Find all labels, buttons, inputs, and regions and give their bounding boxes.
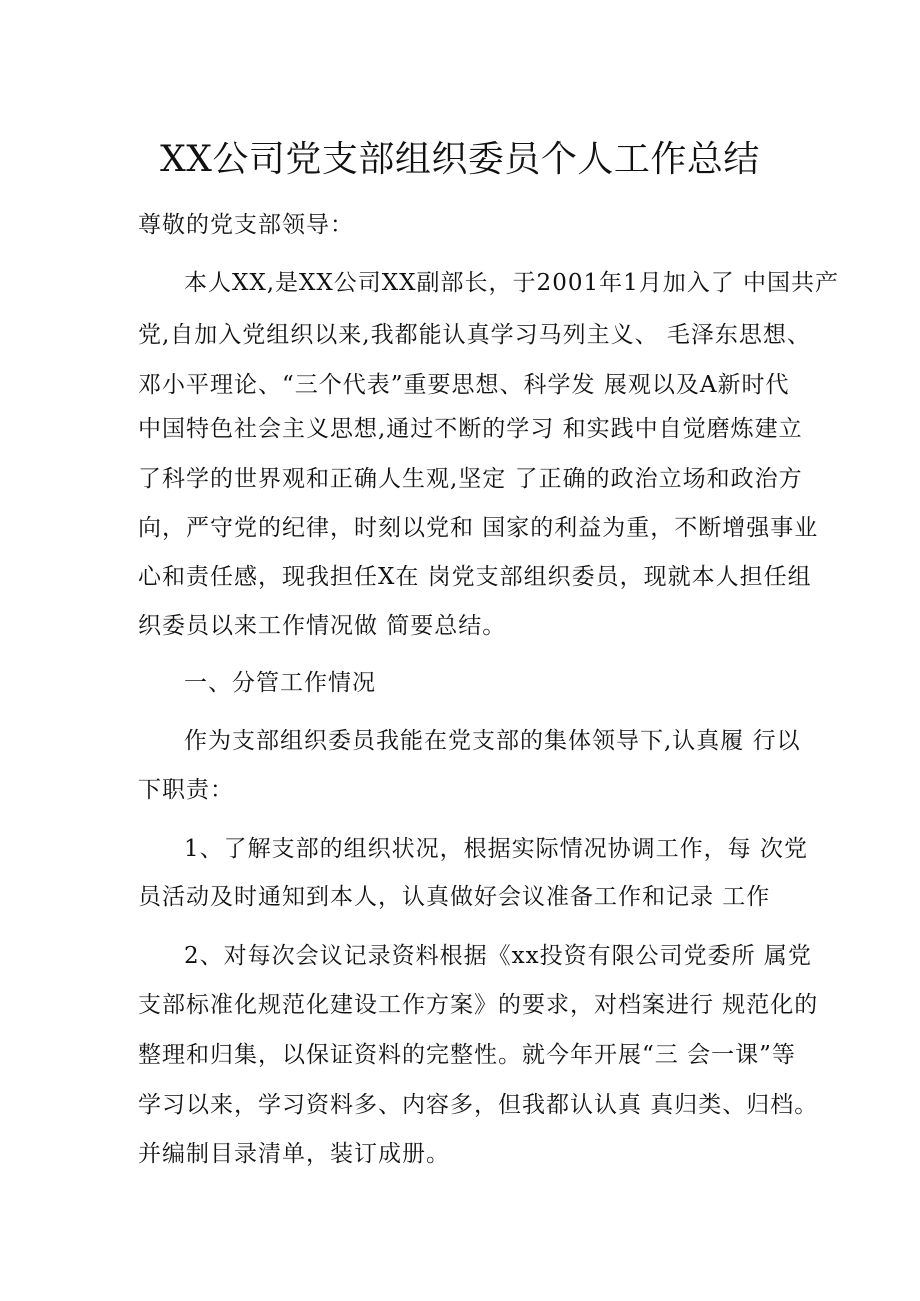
paragraph-1-line-5: 了科学的世界观和正确人生观,坚定 了正确的政治立场和政治方 [138, 466, 803, 492]
item-2-line-5: 并编制目录清单，装订成册。 [138, 1141, 450, 1167]
item-2-line-3: 整理和归集，以保证资料的完整性。就今年开展“三 会一课”等 [138, 1042, 796, 1068]
item-1-line-2: 员活动及时通知到本人，认真做好会议准备工作和记录 工作 [138, 884, 771, 910]
item-1-line-1: 1、了解支部的组织状况，根据实际情况协调工作，每 次党 [184, 836, 808, 862]
paragraph-2-line-2: 下职责： [138, 777, 234, 803]
salutation: 尊敬的党支部领导： [138, 212, 354, 238]
paragraph-2-line-1: 作为支部组织委员我能在党支部的集体领导下,认真履 行以 [184, 728, 801, 754]
paragraph-1-line-6: 向，严守党的纪律，时刻以党和 国家的利益为重，不断增强事业 [138, 515, 819, 541]
section-1-heading: 一、分管工作情况 [184, 670, 376, 696]
paragraph-1-line-1: 本人XX,是XX公司XX副部长，于2001年1月加入了 中国共产 [184, 270, 840, 296]
document-title: XX公司党支部组织委员个人工作总结 [160, 139, 760, 180]
item-2-line-2: 支部标准化规范化建设工作方案》的要求，对档案进行 规范化的 [138, 992, 819, 1018]
paragraph-1-line-2: 党,自加入党组织以来,我都能认真学习马列主义、 毛泽东思想、 [138, 322, 811, 348]
paragraph-1-line-7: 心和责任感，现我担任X在 岗党支部组织委员，现就本人担任组 [138, 564, 812, 590]
item-2-line-1: 2、对每次会议记录资料根据《xx投资有限公司党委所 属党 [184, 943, 812, 969]
paragraph-1-line-8: 织委员以来工作情况做 简要总结。 [138, 613, 507, 639]
item-2-line-4: 学习以来，学习资料多、内容多，但我都认认真 真归类、归档。 [138, 1092, 819, 1118]
paragraph-1-line-3: 邓小平理论、“三个代表”重要思想、科学发 展观以及A新时代 [138, 372, 790, 398]
paragraph-1-line-4: 中国特色社会主义思想,通过不断的学习 和实践中自觉磨炼建立 [138, 416, 803, 442]
